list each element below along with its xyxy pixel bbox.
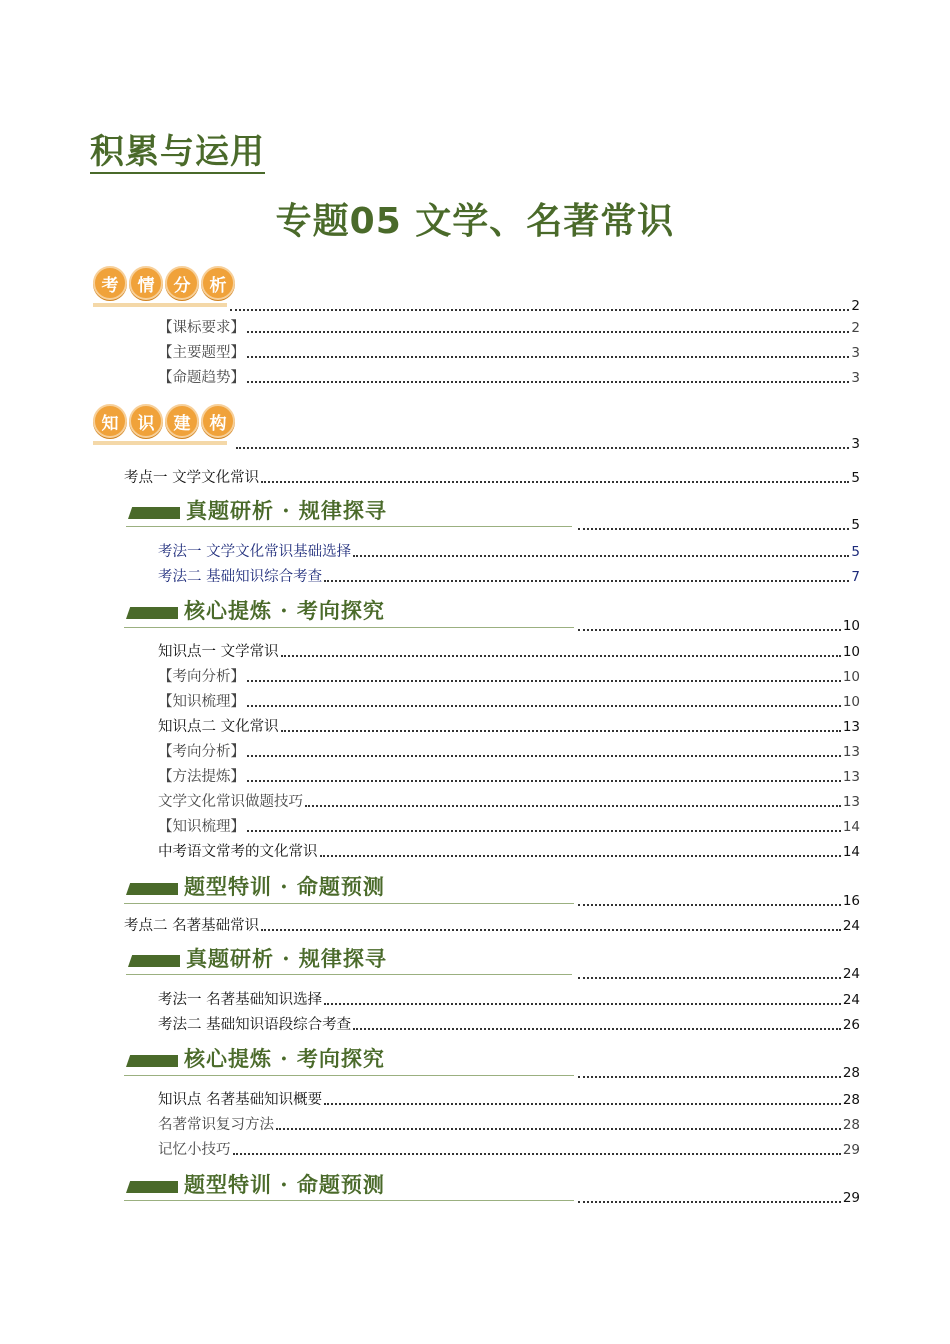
toc-entry[interactable]: 24	[576, 964, 860, 984]
toc-entry[interactable]: 【考向分析】 10	[158, 669, 860, 685]
toc-entry[interactable]: 考点一 文学文化常识 5	[124, 470, 860, 486]
banner-practice: 题型特训 · 命题预测	[126, 874, 385, 900]
toc-entry[interactable]: 【主要题型】 3	[158, 345, 860, 361]
banner-practice: 题型特训 · 命题预测	[126, 1172, 385, 1198]
banner-real-exam: 真题研析 · 规律探寻	[128, 946, 387, 972]
toc-entry[interactable]: 28	[576, 1063, 860, 1083]
toc-entry[interactable]: 名著常识复习方法 28	[158, 1117, 860, 1133]
banner-core: 核心提炼 · 考向探究	[126, 598, 385, 624]
banner-real-exam: 真题研析 · 规律探寻	[128, 498, 387, 524]
badge-char: 分	[165, 266, 199, 300]
toc-entry[interactable]: 【考向分析】 13	[158, 744, 860, 760]
badge-char: 考	[93, 266, 127, 300]
toc-entry[interactable]: 29	[576, 1188, 860, 1208]
toc-entry[interactable]: 知识点一 文学常识 10	[158, 644, 860, 660]
toc-entry[interactable]: 考法一 名著基础知识选择 24	[158, 992, 860, 1008]
toc-entry[interactable]: 记忆小技巧 29	[158, 1142, 860, 1158]
toc-entry[interactable]: 考法二 基础知识语段综合考查 26	[158, 1017, 860, 1033]
toc-entry[interactable]: 10	[576, 616, 860, 636]
banner-core: 核心提炼 · 考向探究	[126, 1046, 385, 1072]
toc-entry[interactable]: 16	[576, 891, 860, 911]
toc-entry[interactable]: 【课标要求】 2	[158, 320, 860, 336]
badge-char: 情	[129, 266, 163, 300]
badge-char: 识	[129, 404, 163, 438]
toc-entry[interactable]: 2	[228, 296, 860, 316]
toc-entry[interactable]: 中考语文常考的文化常识 14	[158, 844, 860, 860]
toc-entry[interactable]: 文学文化常识做题技巧 13	[158, 794, 860, 810]
toc-entry[interactable]: 【命题趋势】 3	[158, 370, 860, 386]
toc-entry[interactable]: 【方法提炼】 13	[158, 769, 860, 785]
badge-knowledge-structure	[93, 404, 235, 445]
badge-exam-analysis	[93, 266, 235, 307]
badge-char: 构	[201, 404, 235, 438]
toc-entry[interactable]: 5	[576, 515, 860, 535]
topic-title: 专题05 文学、名著常识	[275, 201, 675, 242]
series-title: 积累与运用	[90, 132, 265, 172]
toc-entry[interactable]: 【知识梳理】 10	[158, 694, 860, 710]
toc-entry[interactable]: 【知识梳理】 14	[158, 819, 860, 835]
badge-char: 建	[165, 404, 199, 438]
toc-entry[interactable]: 考法一 文学文化常识基础选择 5	[158, 544, 860, 560]
toc-entry[interactable]: 3	[234, 434, 860, 454]
badge-char: 析	[201, 266, 235, 300]
toc-entry[interactable]: 考点二 名著基础常识 24	[124, 918, 860, 934]
toc-entry[interactable]: 考法二 基础知识综合考查 7	[158, 569, 860, 585]
toc-entry[interactable]: 知识点 名著基础知识概要 28	[158, 1092, 860, 1108]
badge-char: 知	[93, 404, 127, 438]
toc-entry[interactable]: 知识点二 文化常识 13	[158, 719, 860, 735]
